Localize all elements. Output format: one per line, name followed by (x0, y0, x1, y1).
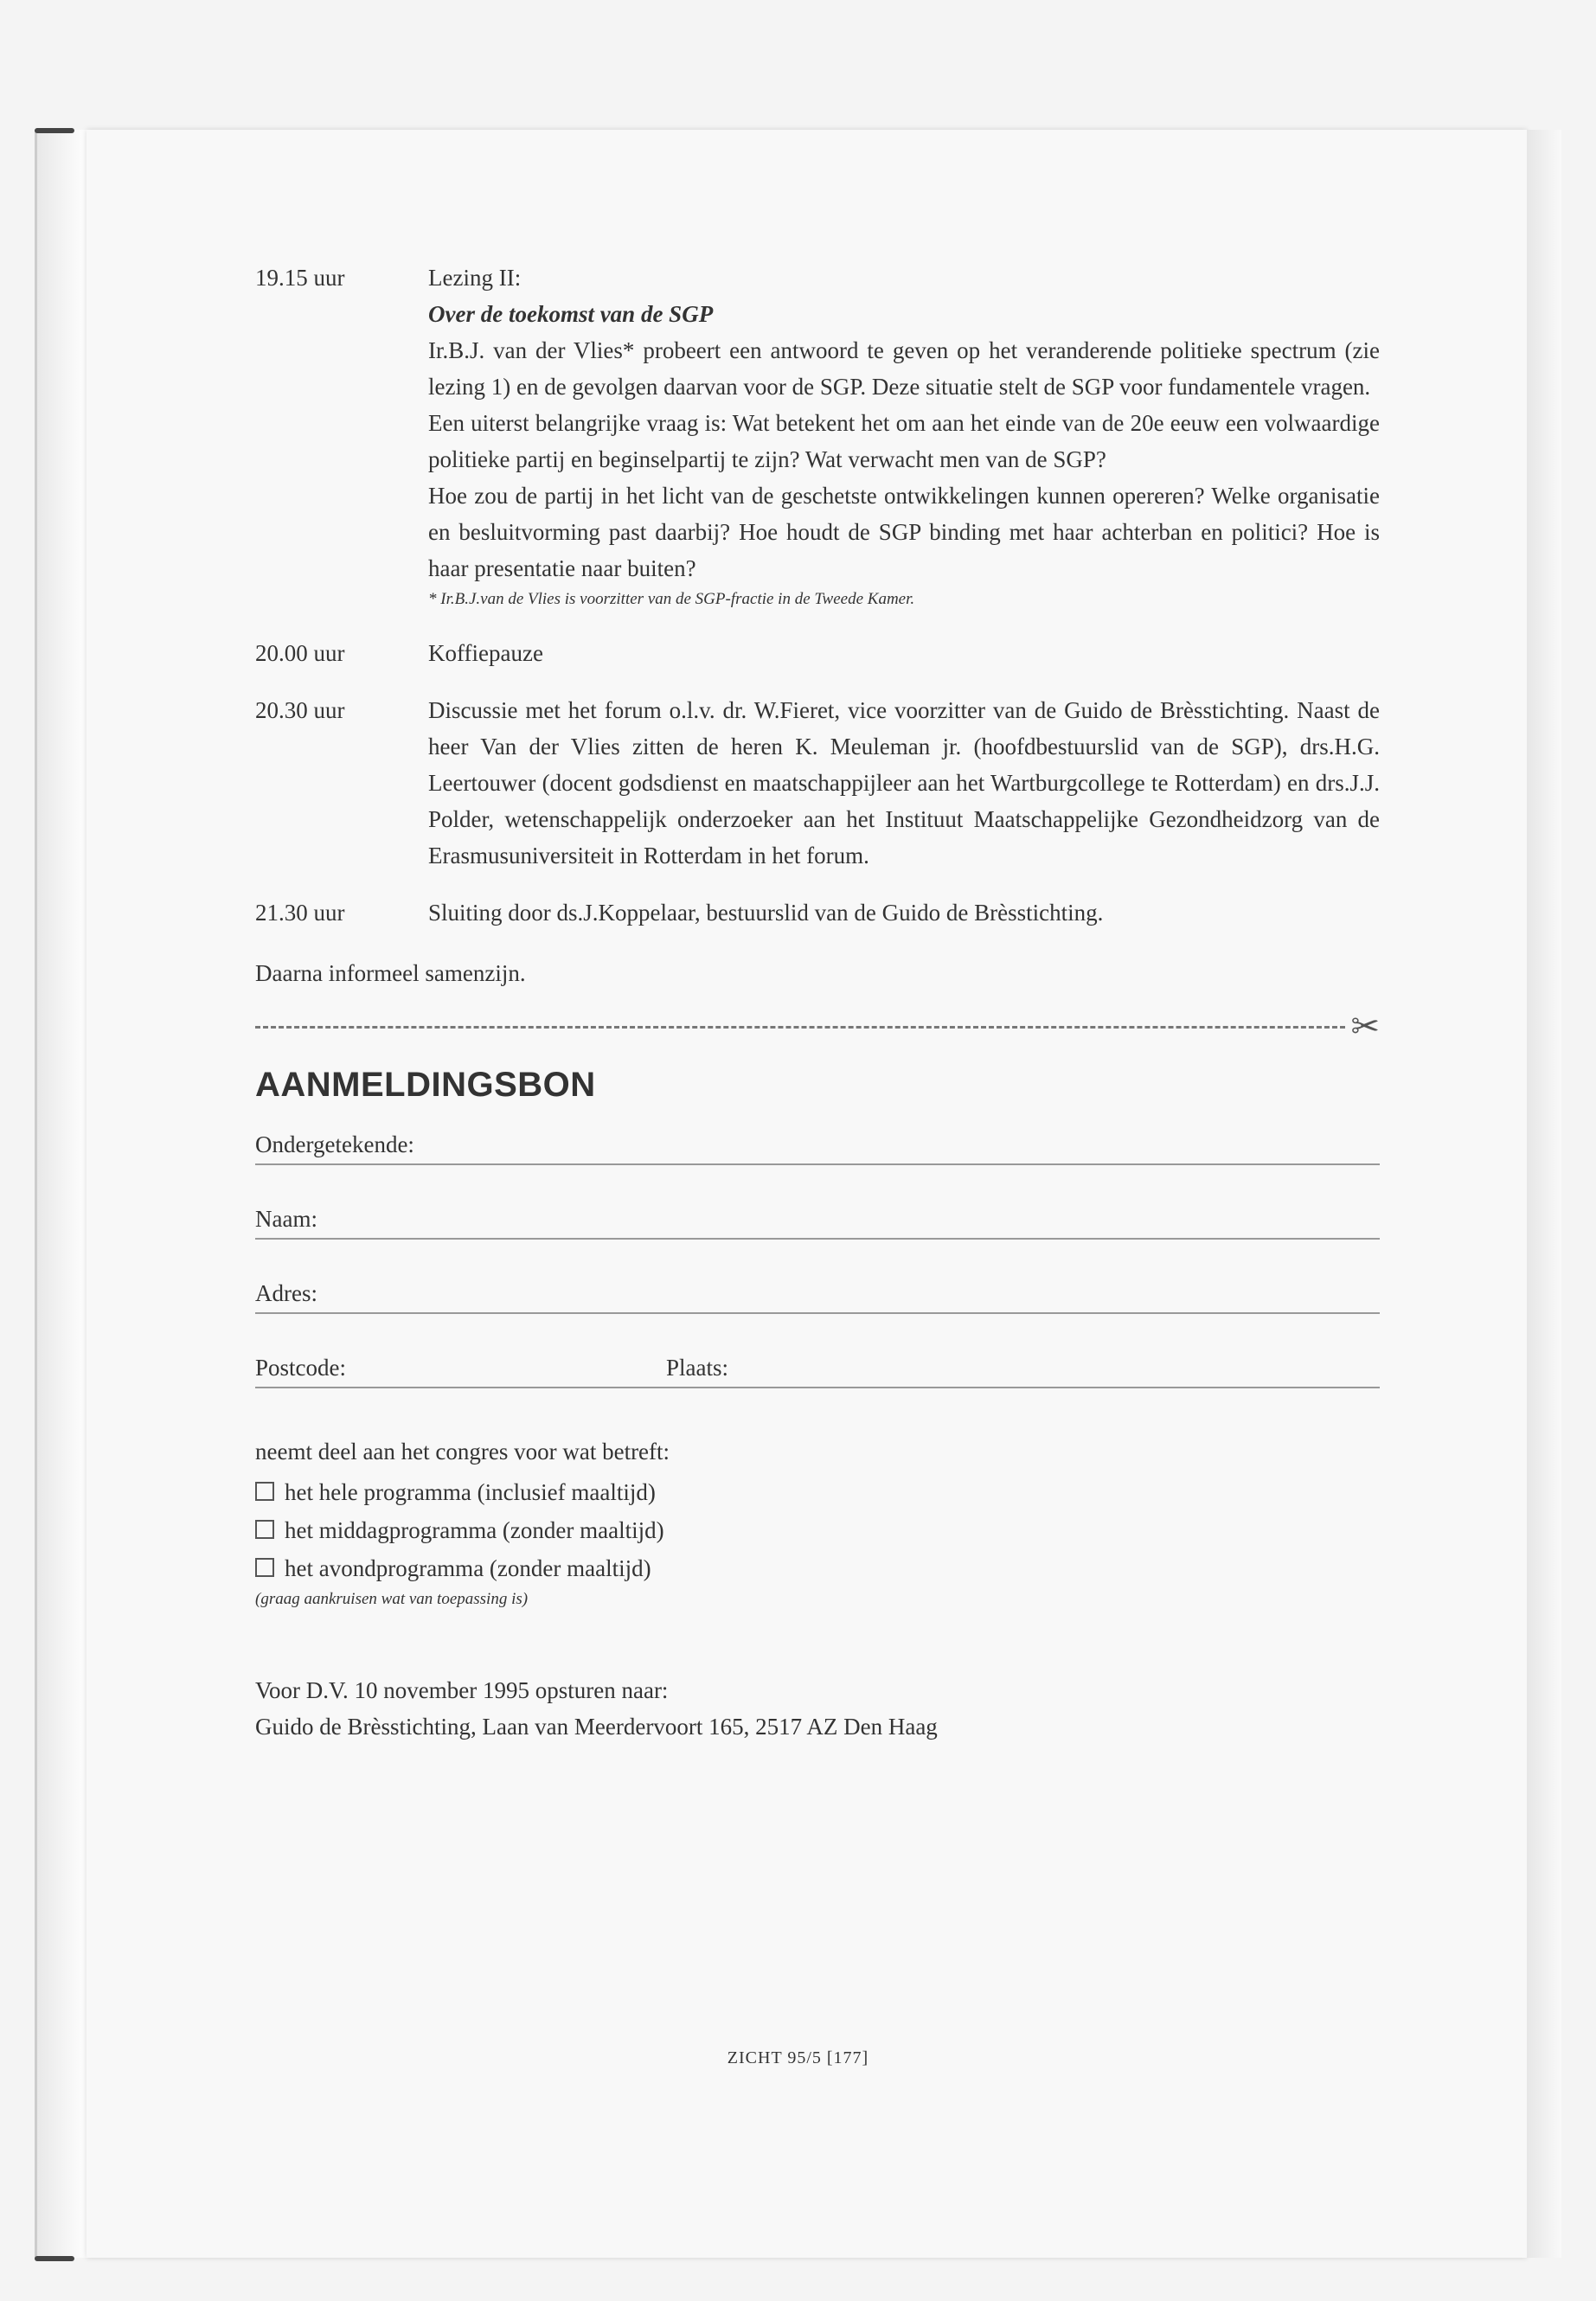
lecture-title: Over de toekomst van de SGP (428, 301, 714, 327)
program-item-2000 (255, 635, 1380, 671)
field-label: Plaats: (666, 1355, 728, 1381)
ondergetekende-field[interactable] (255, 1115, 1380, 1165)
postcode-plaats-field[interactable] (255, 1338, 1380, 1388)
adres-field[interactable] (255, 1264, 1380, 1314)
lecture-paragraph: Hoe zou de partij in het licht van de geschetste ontwikkelingen kunnen opereren? Welke organisatie en besluitvorming past daarbij? Hoe houdt de SGP binding met haar achterban en politici? Hoe is haar presentatie naar buiten? (428, 483, 1380, 581)
lecture-paragraph: Een uiterst belangrijke vraag is: Wat betekent het om aan het einde van de 20e eeuw een volwaardige politieke partij en beginselpartij te zijn? Wat verwacht men van de SGP? (428, 410, 1380, 472)
field-label: Ondergetekende: (255, 1131, 414, 1157)
footnote: * Ir.B.J.van de Vlies is voorzitter van de SGP-fractie in de Tweede Kamer. (428, 590, 915, 608)
option-row[interactable] (255, 1473, 1380, 1511)
field-label: Naam: (255, 1206, 317, 1232)
binder-clip-bottom (35, 2256, 74, 2261)
program-time: 19.15 uur (255, 265, 345, 291)
program-text: Koffiepauze (428, 640, 543, 666)
program-item-2030 (255, 692, 1380, 874)
cut-line (255, 1007, 1380, 1046)
option-row[interactable] (255, 1549, 1380, 1587)
program-text: Sluiting door ds.J.Koppelaar, bestuurslid van de Guido de Brèsstichting. (428, 900, 1104, 926)
closing-text: Daarna informeel samenzijn. (255, 960, 526, 986)
lecture-paragraph: Ir.B.J. van der Vlies* probeert een antwoord te geven op het veranderende politieke spectrum (zie lezing 1) en de gevolgen daarvan voor de SGP. Deze situatie stelt de SGP voor fundamentele vragen. (428, 337, 1380, 400)
program-item-1915 (255, 260, 1380, 612)
program-time: 20.00 uur (255, 640, 345, 666)
naam-field[interactable] (255, 1189, 1380, 1240)
form-hint: (graag aankruisen wat van toepassing is) (255, 1590, 529, 1608)
option-label: het hele programma (inclusief maaltijd) (285, 1479, 656, 1505)
binder-clip-top (35, 128, 74, 133)
form-heading: AANMELDINGSBON (255, 1066, 596, 1104)
form-intro: neemt deel aan het congres voor wat betreft: (255, 1439, 670, 1465)
checkbox[interactable] (255, 1520, 274, 1539)
send-line-1: Voor D.V. 10 november 1995 opsturen naar: (255, 1677, 669, 1703)
binder-spine (35, 130, 89, 2258)
program-time: 20.30 uur (255, 697, 345, 723)
field-label: Postcode: (255, 1355, 346, 1381)
lecture-label: Lezing II: (428, 265, 522, 291)
send-line-2: Guido de Brèsstichting, Laan van Meerdervoort 165, 2517 AZ Den Haag (255, 1714, 938, 1740)
option-row[interactable] (255, 1511, 1380, 1549)
checkbox[interactable] (255, 1558, 274, 1577)
program-text: Discussie met het forum o.l.v. dr. W.Fieret, vice voorzitter van de Guido de Brèsstichting. Naast de heer Van der Vlies zitten de heren K. Meuleman jr. (hoofdbestuurslid van de SGP), drs.H.G. Leertouwer (docent godsdienst en maatschappijleer aan het Wartburgcollege te Rotterdam) en drs.J.J. Polder, wetenschappelijk onderzoeker aan het Instituut Maatschappelijke Gezondheidzorg van de Erasmusuniversiteit in Rotterdam in het forum. (428, 697, 1380, 868)
option-label: het middagprogramma (zonder maaltijd) (285, 1517, 664, 1543)
program-item-2130 (255, 894, 1380, 931)
page-footer: ZICHT 95/5 [177] (727, 2048, 869, 2067)
option-label: het avondprogramma (zonder maaltijd) (285, 1555, 651, 1581)
scissors-icon: ✂ (1350, 1007, 1380, 1046)
page-content (255, 260, 1380, 1745)
dashed-cut-line (255, 1026, 1345, 1029)
checkbox[interactable] (255, 1482, 274, 1501)
program-time: 21.30 uur (255, 900, 345, 926)
page-edge (1527, 130, 1561, 2258)
field-label: Adres: (255, 1280, 317, 1306)
